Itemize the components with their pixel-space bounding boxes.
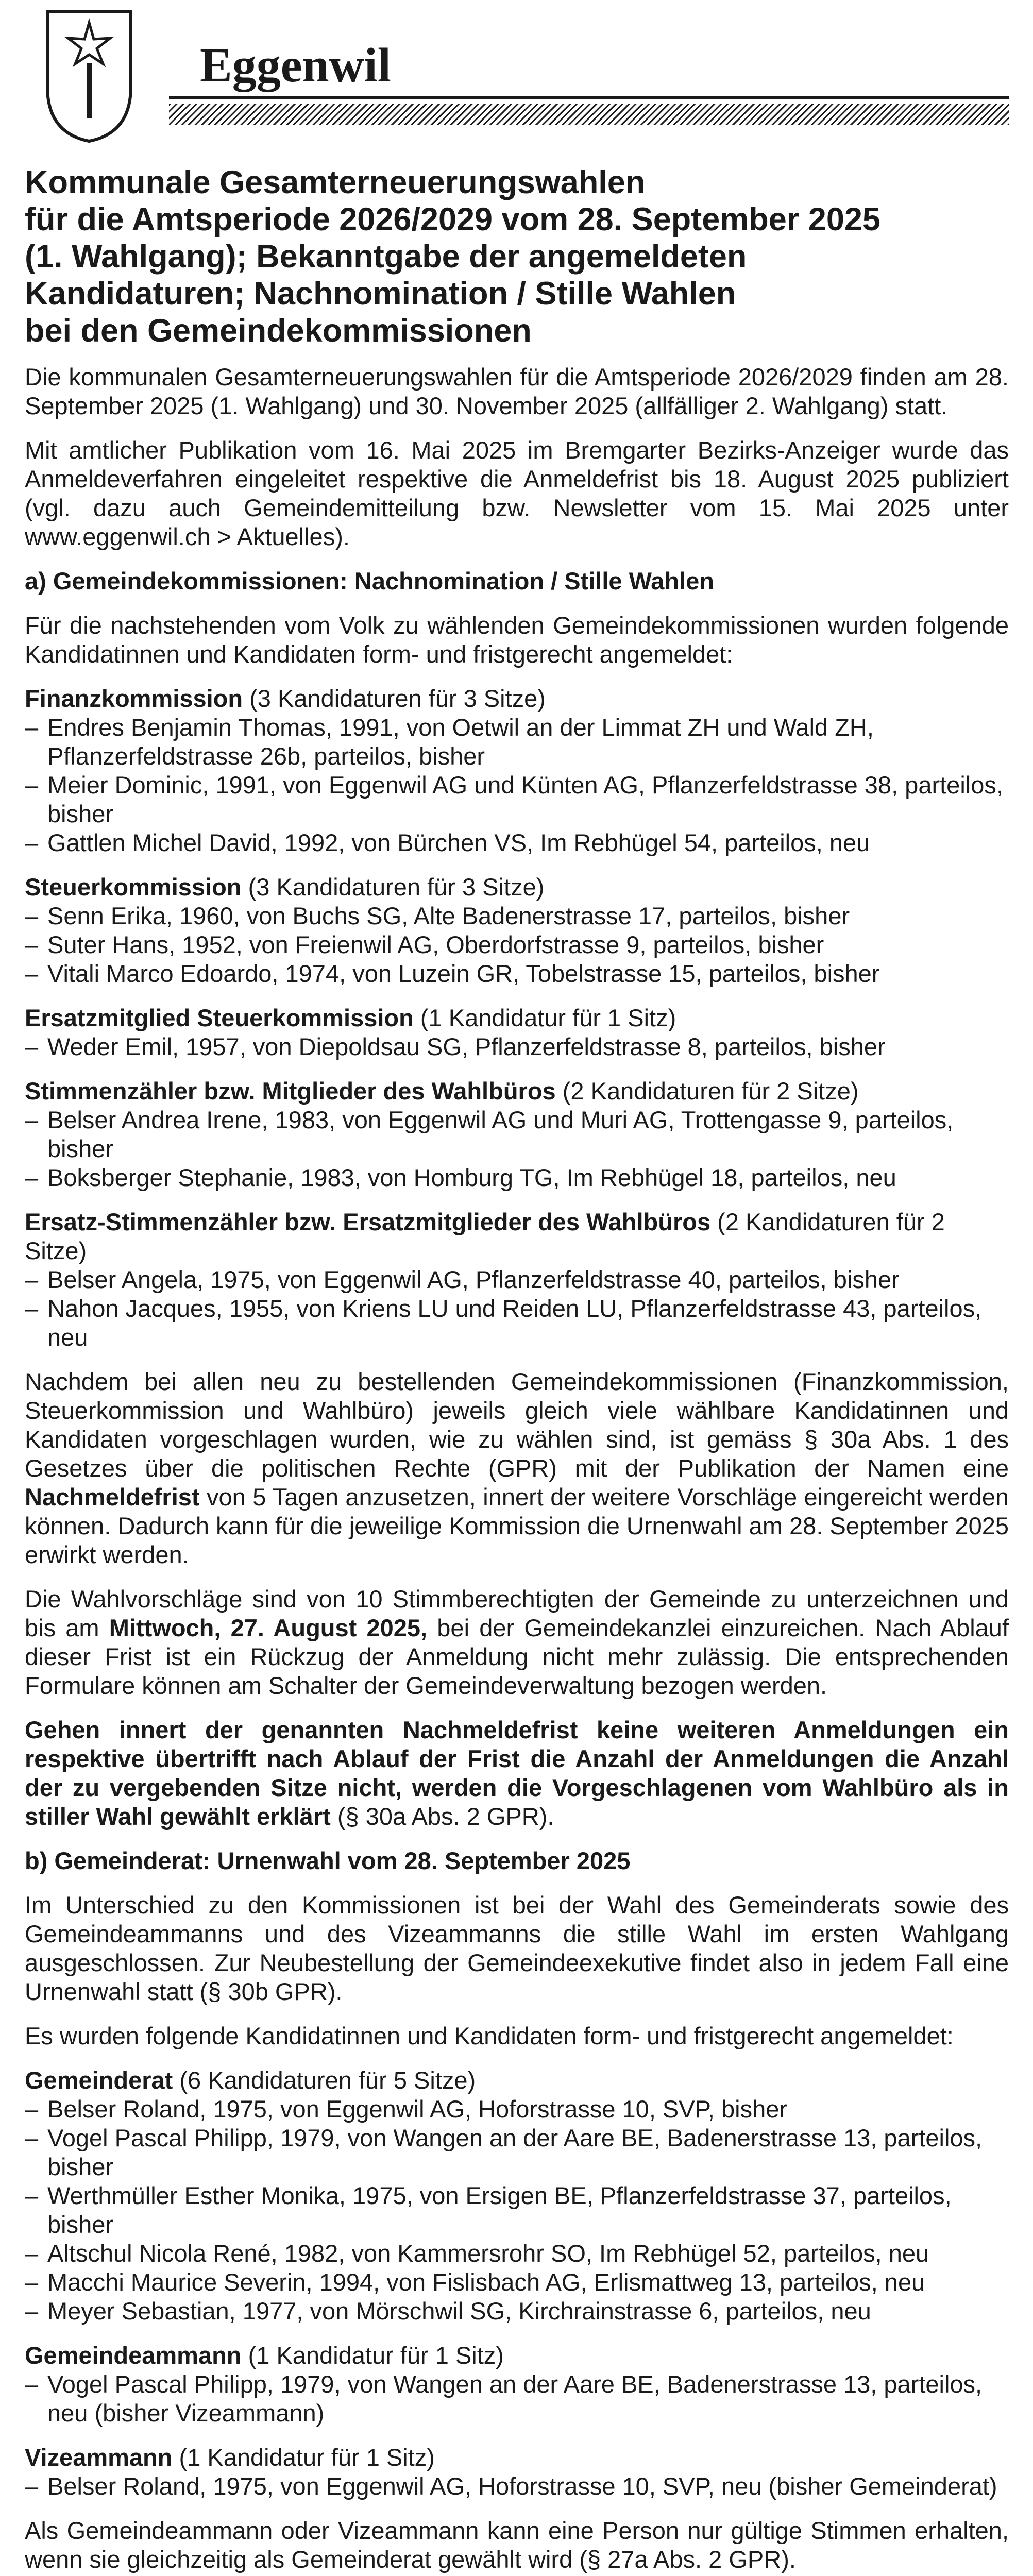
candidate-group-title (25, 2066, 1009, 2095)
candidate-text: Boksberger Stephanie, 1983, von Homburg TG, Im Rebhügel 18, parteilos, neu (47, 1164, 896, 1191)
dash-bullet: – (25, 2472, 39, 2500)
candidate-entry (25, 1265, 1009, 1294)
candidate-list (25, 1106, 1009, 1192)
candidate-group (25, 2066, 1009, 2326)
candidate-list (25, 1032, 1009, 1061)
candidate-text: Werthmüller Esther Monika, 1975, von Ersigen BE, Pflanzerfeldstrasse 37, parteilos, bisher (47, 2182, 952, 2238)
candidate-text: Suter Hans, 1952, von Freienwil AG, Oberdorfstrasse 9, parteilos, bisher (47, 931, 824, 958)
candidate-text: Belser Roland, 1975, von Eggenwil AG, Hoforstrasse 10, SVP, neu (bisher Gemeinderat) (47, 2472, 997, 2500)
dash-bullet: – (25, 1033, 39, 1060)
intro-paragraph: Mit amtlicher Publikation vom 16. Mai 2025 im Bremgarter Bezirks-Anzeiger wurde das Anmeldeverfahren eingeleitet respektive die Anmeldefrist bis 18. August 2025 publiziert (vgl. dazu auch Gemeindemitteilung bzw. Newsletter vom 15. Mai 2025 unter www.eggenwil.ch > Aktuelles). (25, 436, 1009, 550)
dash-bullet: – (25, 2095, 39, 2123)
candidate-entry (25, 2472, 1009, 2501)
candidate-list (25, 1265, 1009, 1352)
candidate-entry (25, 2239, 1009, 2268)
candidate-entry (25, 2268, 1009, 2297)
candidate-entry (25, 1106, 1009, 1163)
dash-bullet: – (25, 2182, 39, 2209)
dash-bullet: – (25, 931, 39, 958)
candidate-group-title (25, 2341, 1009, 2370)
candidate-text: Gattlen Michel David, 1992, von Bürchen VS, Im Rebhügel 54, parteilos, neu (47, 829, 870, 856)
dash-bullet: – (25, 2370, 39, 2398)
dash-bullet: – (25, 2268, 39, 2296)
office-name: Ersatzmitglied Steuerkommission (25, 1004, 414, 1031)
candidate-group (25, 1208, 1009, 1352)
office-name: Finanzkommission (25, 685, 243, 712)
candidate-text: Altschul Nicola René, 1982, von Kammersrohr SO, Im Rebhügel 52, parteilos, neu (47, 2240, 929, 2267)
notice-body (25, 164, 1009, 2576)
notice-title (25, 164, 1009, 349)
candidate-group-title (25, 1077, 1009, 1106)
candidate-text: Macchi Maurice Severin, 1994, von Fislisbach AG, Erlismattweg 13, parteilos, neu (47, 2268, 925, 2296)
candidate-group-title (25, 684, 1009, 713)
candidate-text: Meier Dominic, 1991, von Eggenwil AG und Künten AG, Pflanzerfeldstrasse 38, parteilos, bisher (47, 771, 1003, 827)
section-a-intro: Für die nachstehenden vom Volk zu wählenden Gemeindekommissionen wurden folgende Kandidatinnen und Kandidaten form- und fristgerecht angemeldet: (25, 612, 1009, 668)
seat-count-note: (2 Kandidaturen für 2 Sitze) (25, 1208, 945, 1264)
title-line: Kandidaturen; Nachnomination / Stille Wahlen (25, 276, 736, 312)
candidate-entry (25, 2297, 1009, 2326)
dash-bullet: – (25, 2297, 39, 2325)
office-name: Gemeindeammann (25, 2342, 242, 2369)
candidate-text: Vitali Marco Edoardo, 1974, von Luzein GR, Tobelstrasse 15, parteilos, bisher (47, 960, 880, 987)
dash-bullet: – (25, 1164, 39, 1191)
office-name: Steuerkommission (25, 873, 242, 901)
candidate-entry (25, 2370, 1009, 2428)
seat-count-note: (2 Kandidaturen für 2 Sitze) (562, 1077, 859, 1105)
candidate-text: Vogel Pascal Philipp, 1979, von Wangen an der Aare BE, Badenerstrasse 13, parteilos, bisher (47, 2124, 983, 2180)
header-rule (169, 96, 1009, 99)
candidate-entry (25, 959, 1009, 988)
section-b-paragraph: Im Unterschied zu den Kommissionen ist bei der Wahl des Gemeinderats sowie des Gemeindeammanns und des Vizeammanns die stille Wahl im ersten Wahlgang ausgeschlossen. Zur Neubestellung der Gemeindeexekutive findet also in jedem Fall eine Urnenwahl statt (§ 30b GPR). (25, 1891, 1009, 2005)
intro-paragraph: Die kommunalen Gesamterneuerungswahlen für die Amtsperiode 2026/2029 finden am 28. September 2025 (1. Wahlgang) und 30. November 2025 (allfälliger 2. Wahlgang) statt. (25, 363, 1009, 419)
candidate-entry (25, 2124, 1009, 2181)
candidate-group (25, 2341, 1009, 2428)
candidate-text: Vogel Pascal Philipp, 1979, von Wangen an der Aare BE, Badenerstrasse 13, parteilos, neu (bisher Vizeammann) (47, 2370, 983, 2427)
candidate-entry (25, 1294, 1009, 1352)
candidate-list (25, 2370, 1009, 2428)
dash-bullet: – (25, 2124, 39, 2151)
candidate-text: Belser Roland, 1975, von Eggenwil AG, Hoforstrasse 10, SVP, bisher (47, 2095, 788, 2123)
dash-bullet: – (25, 1295, 39, 1322)
candidate-text: Belser Angela, 1975, von Eggenwil AG, Pflanzerfeldstrasse 40, parteilos, bisher (47, 1266, 900, 1293)
candidate-entry (25, 2181, 1009, 2239)
candidate-entry (25, 771, 1009, 828)
office-name: Gemeinderat (25, 2066, 173, 2094)
seat-count-note: (1 Kandidatur für 1 Sitz) (420, 1004, 676, 1031)
dash-bullet: – (25, 2240, 39, 2267)
candidate-list (25, 902, 1009, 988)
section-a-heading: a) Gemeindekommissionen: Nachnomination / Stille Wahlen (25, 567, 714, 595)
dash-bullet: – (25, 771, 39, 799)
candidate-entry (25, 1163, 1009, 1192)
candidate-group-title (25, 2443, 1009, 2472)
candidate-list (25, 713, 1009, 857)
candidate-text: Endres Benjamin Thomas, 1991, von Oetwil an der Limmat ZH und Wald ZH, Pflanzerfeldstrasse 26b, parteilos, bisher (47, 714, 874, 770)
office-name: Stimmenzähler bzw. Mitglieder des Wahlbüros (25, 1077, 556, 1105)
title-line: Kommunale Gesamterneuerungswahlen (25, 164, 646, 200)
deadline-paragraph: Die Wahlvorschläge sind von 10 Stimmberechtigten der Gemeinde zu unterzeichnen und bis am Mittwoch, 27. August 2025, bei der Gemeindekanzlei einzureichen. Nach Ablauf dieser Frist ist ein Rückzug der Anmeldung nicht mehr zulässig. Die entsprechenden Formulare können am Schalter der Gemeindeverwaltung bezogen werden. (25, 1585, 1009, 1699)
silent-election-paragraph: Gehen innert der genannten Nachmeldefrist keine weiteren Anmeldungen ein respektive übertrifft nach Ablauf der Frist die Anzahl der Anmeldungen die Anzahl der zu vergebenden Sitze nicht, werden die Vorgeschlagenen vom Wahlbüro als in stiller Wahl gewählt erklärt (§ 30a Abs. 2 GPR). (25, 1716, 1009, 1830)
dash-bullet: – (25, 714, 39, 741)
candidate-group (25, 2443, 1009, 2501)
candidate-list (25, 2095, 1009, 2326)
seat-count-note: (1 Kandidatur für 1 Sitz) (248, 2342, 504, 2369)
candidate-entry (25, 2095, 1009, 2124)
seat-count-note: (3 Kandidaturen für 3 Sitze) (249, 685, 546, 712)
section-b-heading: b) Gemeinderat: Urnenwahl vom 28. September 2025 (25, 1847, 631, 1874)
dash-bullet: – (25, 829, 39, 856)
candidate-group (25, 1077, 1009, 1192)
candidate-text: Senn Erika, 1960, von Buchs SG, Alte Badenerstrasse 17, parteilos, bisher (47, 902, 850, 929)
candidate-entry (25, 902, 1009, 930)
candidate-text: Meyer Sebastian, 1977, von Mörschwil SG, Kirchrainstrasse 6, parteilos, neu (47, 2297, 871, 2325)
candidate-group (25, 684, 1009, 857)
candidate-entry (25, 930, 1009, 959)
candidate-group-title (25, 873, 1009, 902)
candidate-group (25, 1004, 1009, 1061)
header-hatch-band (169, 104, 1009, 125)
seat-count-note: (1 Kandidatur für 1 Sitz) (179, 2444, 435, 2471)
municipality-name: Eggenwil (200, 39, 391, 92)
candidate-text: Weder Emil, 1957, von Diepoldsau SG, Pflanzerfeldstrasse 8, parteilos, bisher (47, 1033, 886, 1060)
seat-count-note: (6 Kandidaturen für 5 Sitze) (179, 2066, 476, 2094)
candidate-entry (25, 713, 1009, 771)
dash-bullet: – (25, 1106, 39, 1133)
candidate-entry (25, 828, 1009, 857)
section-a-groups (25, 684, 1009, 1352)
candidate-group-title (25, 1208, 1009, 1265)
dash-bullet: – (25, 1266, 39, 1293)
candidate-text: Nahon Jacques, 1955, von Kriens LU und Reiden LU, Pflanzerfeldstrasse 43, parteilos, neu (47, 1295, 982, 1351)
section-b-paragraph: Es wurden folgende Kandidatinnen und Kandidaten form- und fristgerecht angemeldet: (25, 2022, 954, 2049)
section-b-paragraph: Als Gemeindeammann oder Vizeammann kann eine Person nur gültige Stimmen erhalten, wenn sie gleichzeitig als Gemeinderat gewählt wird (§ 27a Abs. 2 GPR). (25, 2517, 1009, 2573)
title-line: (1. Wahlgang); Bekanntgabe der angemeldeten (25, 239, 747, 275)
seat-count-note: (3 Kandidaturen für 3 Sitze) (248, 873, 545, 901)
candidate-list (25, 2472, 1009, 2501)
candidate-group-title (25, 1004, 1009, 1032)
dash-bullet: – (25, 902, 39, 929)
municipal-crest-star-icon (45, 9, 133, 143)
candidate-group (25, 873, 1009, 988)
section-b-groups (25, 2066, 1009, 2501)
notice-header (25, 9, 1009, 146)
nachmelde-paragraph: Nachdem bei allen neu zu bestellenden Gemeindekommissionen (Finanzkommission, Steuerkommission und Wahlbüro) jeweils gleich viele wählbare Kandidatinnen und Kandidaten vorgeschlagen wurden, wie zu wählen sind, ist gemäss § 30a Abs. 1 des Gesetzes über die politischen Rechte (GPR) mit der Publikation der Namen eine Nachmeldefrist von 5 Tagen anzusetzen, innert der weitere Vorschläge eingereicht werden können. Dadurch kann für die jeweilige Kommission die Urnenwahl am 28. September 2025 erwirkt werden. (25, 1368, 1009, 1568)
office-name: Vizeammann (25, 2444, 173, 2471)
candidate-text: Belser Andrea Irene, 1983, von Eggenwil AG und Muri AG, Trottengasse 9, parteilos, bisher (47, 1106, 954, 1162)
official-notice (25, 9, 1009, 2576)
title-line: für die Amtsperiode 2026/2029 vom 28. September 2025 (25, 201, 880, 238)
title-line: bei den Gemeindekommissionen (25, 313, 532, 349)
candidate-entry (25, 1032, 1009, 1061)
office-name: Ersatz-Stimmenzähler bzw. Ersatzmitglieder des Wahlbüros (25, 1208, 711, 1235)
dash-bullet: – (25, 960, 39, 987)
